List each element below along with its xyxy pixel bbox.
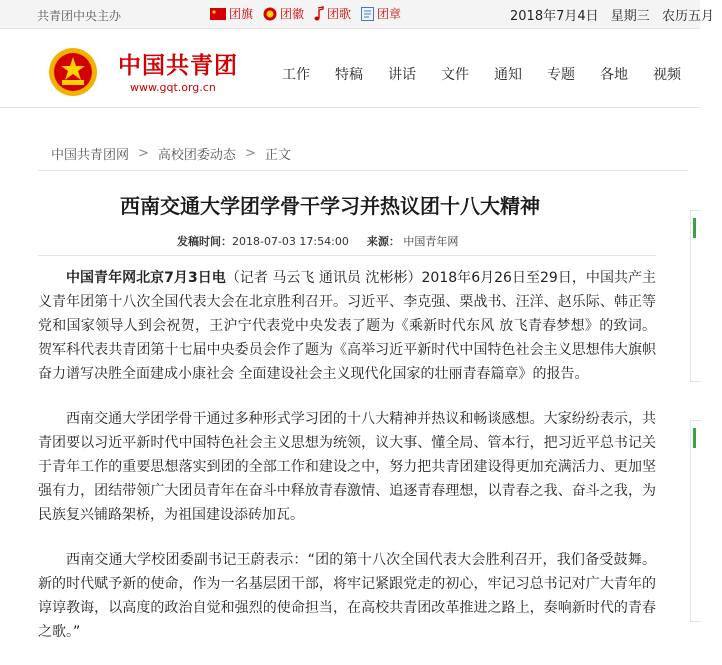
sidebar-accent-bar xyxy=(693,218,696,238)
breadcrumb-separator: > xyxy=(138,146,149,161)
paragraph-3: 西南交通大学校团委副书记王蔚表示：“团的第十八次全国代表大会胜利召开，我们备受鼓舞。新的时代赋予新的使命，作为一名基层团干部，将牢记紧跟党走的初心，牢记习总书记对广大青年的谆谆教诲，以高度的政治自觉和强烈的使命担当，在高校共青团改革推进之路上，奏响新时代的青春之歌。” xyxy=(38,552,656,640)
source-name[interactable]: 中国青年网 xyxy=(403,235,459,248)
top-link-label: 团章 xyxy=(377,7,402,21)
brand-url[interactable]: www.gqt.org.cn xyxy=(130,81,216,94)
dateline: 中国青年网北京7月3日电 xyxy=(66,270,226,286)
top-link-charter[interactable] xyxy=(361,5,401,22)
lunar-text: 农历五月 xyxy=(661,9,714,24)
article-title: 西南交通大学团学骨干学习并热议团十八大精神 xyxy=(120,194,540,218)
breadcrumb-separator: > xyxy=(244,146,256,161)
top-link-label: 团旗 xyxy=(229,7,254,21)
divider xyxy=(38,170,688,171)
weekday-text: 星期三 xyxy=(610,9,650,24)
breadcrumb-current: 正文 xyxy=(264,148,291,163)
paragraph-1-text: （记者 马云飞 通讯员 沈彬彬）2018年6月26日至29日，中国共产主义青年团第十八次全国代表大会在北京胜利召开。习近平、李克强、栗战书、汪洋、赵乐际、韩正等党和国家领导人到会祝贺，王沪宁代表党中央发表了题为《乘新时代东风 放飞青春梦想》的致词。贺军科代表共青团第十七届中央委员会作了题为《高举习近平新时代中国特色社会主义思想伟大旗帜 奋力谱写决胜全面建成小康社会 全面建设社会主义现代化国家的壮丽青春篇章》的报告。 xyxy=(38,270,657,382)
top-link-song[interactable] xyxy=(314,5,351,22)
paragraph-1 xyxy=(38,266,656,386)
breadcrumb-category[interactable]: 高校团委动态 xyxy=(157,148,236,163)
divider xyxy=(38,255,656,256)
site-header xyxy=(0,29,700,108)
main-nav xyxy=(282,64,706,84)
breadcrumb-home[interactable]: 中国共青团网 xyxy=(51,148,130,163)
emblem-icon xyxy=(263,7,277,21)
source-label: 来源： xyxy=(366,235,400,248)
nav-item-documents[interactable]: 文件 xyxy=(441,67,469,83)
sidebar-accent-bar xyxy=(693,428,696,448)
article-body xyxy=(38,266,656,665)
publish-time: 2018-07-03 17:54:00 xyxy=(232,235,349,248)
article-meta xyxy=(177,233,458,249)
flag-icon xyxy=(210,8,226,20)
nav-item-speeches[interactable]: 讲话 xyxy=(388,67,416,83)
sidebar-panel xyxy=(690,420,701,622)
league-emblem-logo-icon[interactable] xyxy=(48,47,98,97)
nav-item-work[interactable]: 工作 xyxy=(282,67,310,83)
paragraph-2: 西南交通大学团学骨干通过多种形式学习团的十八大精神并热议和畅谈感想。大家纷纷表示，共青团要以习近平新时代中国特色社会主义思想为统领，议大事、懂全局、管本行，把习近平总书记关于青年工作的重要思想落实到团的全部工作和建设之中，努力把共青团建设得更加充满活力、更加坚强有力，团结带领广大团员青年在奋斗中释放青春激情、追逐青春理想，以青春之我、奋斗之我，为民族复兴铺路架桥，为祖国建设添砖加瓦。 xyxy=(38,411,656,523)
nav-item-features[interactable]: 特稿 xyxy=(335,67,363,83)
sponsor-text: 共青团中央主办 xyxy=(37,9,122,23)
top-date xyxy=(510,5,722,24)
music-note-icon xyxy=(314,7,324,21)
nav-item-topics[interactable]: 专题 xyxy=(547,67,575,83)
nav-item-notices[interactable]: 通知 xyxy=(494,67,522,83)
top-bar xyxy=(0,0,714,29)
nav-item-regions[interactable]: 各地 xyxy=(600,67,628,83)
top-link-label: 团徽 xyxy=(280,7,305,21)
date-text: 2018年7月4日 xyxy=(510,9,599,24)
sidebar-edge xyxy=(690,170,700,635)
top-link-label: 团歌 xyxy=(327,7,352,21)
document-icon xyxy=(361,7,374,21)
top-link-emblem[interactable] xyxy=(263,5,304,22)
brand-name[interactable]: 中国共青团 xyxy=(118,53,238,79)
top-link-flag[interactable] xyxy=(210,5,253,22)
nav-item-video[interactable]: 视频 xyxy=(653,67,681,83)
top-links xyxy=(210,5,401,22)
publish-time-label: 发稿时间： xyxy=(177,235,232,248)
breadcrumb xyxy=(51,144,291,163)
